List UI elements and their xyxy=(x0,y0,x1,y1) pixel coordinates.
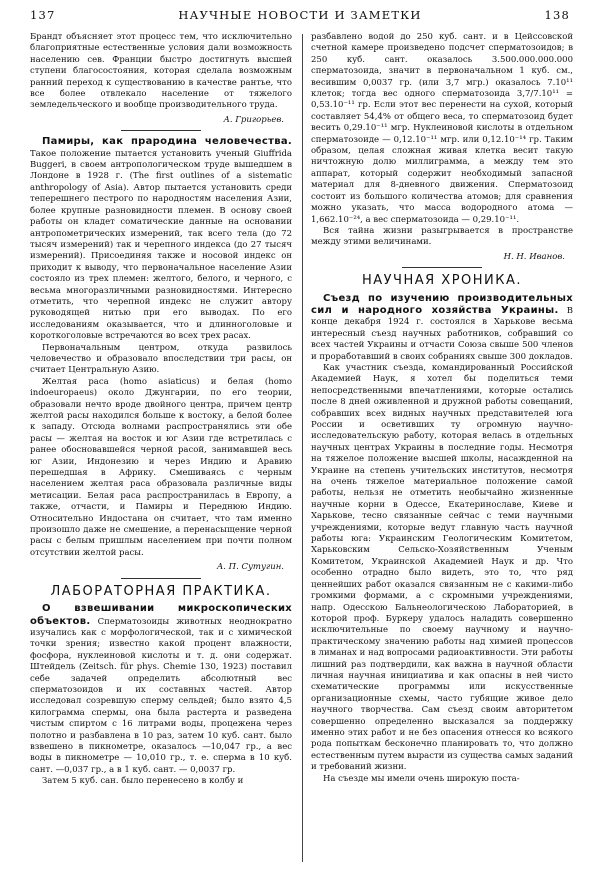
article-paragraph xyxy=(30,603,292,776)
article-text: Сперматозоиды животных неоднократно изучались как с морфологической, так и с химической точки зрения; известно какой процент влажности, фосфора, нуклеиновой кислоты и т. д. они содержат. Штейдель (Zeitsch. für phys. Chemie 130, 1923) поставил себе задачей определить абсолютный вес сперматозоидов и их составных частей. Автор исследовал созревшую сперму сельдей; было взято 4,5 килограмма спермы, она была растерта и разведена чистым спиртом с 16 литрами воды, процежена через полотно и разбавлена в 10 раз, затем 10 куб. сант. было взвешено в пикнометре, оказалось —10,047 гр., а вес воды в пикнометре — 10,010 гр., т. е. сперма в 10 куб. сант. —0,037 гр., а в 1 куб. сант. — 0,0037 гр. xyxy=(30,616,292,775)
paragraph: разбавлено водой до 250 куб. сант. и в Цейссовской счетной камере произведено подсчет сперматозоидов; в 250 куб. сант. оказалось 3.500.000.000.000 сперматозоида, значит в первоначальном 1 куб. см., весившим 0,0037 гр. (или 3,7 мгр.) оказалось 7.10¹¹ клеток; тогда вес одного сперматозоида 3,7/7.10¹¹ = 0,53.10⁻¹¹ гр. Если этот вес перенести на сухой, который составляет 54,4% от общего веса, то сперматозоид будет весить 0,29.10⁻¹¹ мгр. Нуклеиновой кислоты в отдельном сперматозоиде — 0,12.10⁻¹¹ мгр. или 0,12.10⁻¹⁴ гр. Таким образом, целая сложная живая клетка весит такую ничтожную долю миллиграмма, а между тем это аппарат, который содержит необходимый запасной материал для 8-дневного движения. Сперматозоид состоит из большого количества атомов; для сравнения можно указать, что масса водородного атома —1,662.10⁻²⁴, а вес сперматозоида — 0,29.10⁻¹¹. xyxy=(311,32,573,225)
article-text: В конце декабря 1924 г. состоялся в Харькове весьма интересный съезд научных работников, собравший со всех частей Украины и отчасти Союза свыше 500 членов и проработавший в своих собраниях свыше 300 докладов. xyxy=(311,305,573,362)
author-signature: А. Григорьев. xyxy=(223,114,284,125)
running-header xyxy=(30,8,570,28)
article-text: Такое положение пытается установить ученый Giuffrida Buggeri, в своем антропологическом труде вышедшем в Лондоне в 1928 г. (The first outlines of a sistematic anthropology of Asia). Автор пытается установить среди теперешнего пестрого по народностям населения Азии, более крупные разновидности племен. В основу своей работы он кладет соматические данные на основании антропометрических измерений, так всего тела (до 72 тысяч измерений) так и черепного индекса (до 27 тысяч измерений). Присоединяя также и носовой индекс он приходит к выводу, что первоначальное население Азии состояло из трех племен: желтого, белого, и черного, с весьма многоразличными разновидностями. Интересно отметить, что черепной индекс не служит автору руководящей нитью при его выводах. По его исследованиям оказывается, что и длинноголовые и короткоголовые встречаются во всех трех расах. xyxy=(30,148,292,342)
separator-rule xyxy=(121,578,201,579)
article-paragraph xyxy=(30,136,292,342)
separator-rule xyxy=(121,130,201,131)
paragraph: Вся тайна жизни разыгрывается в пространстве между этими величинами. xyxy=(311,225,573,248)
paragraph: Желтая раса (homo asiaticus) и белая (homo indoeuropaeus) около Джунгарии, по его теории, образовали нечто вроде двойного центра, причем центр желтой расы находился больше к востоку, а белой более к западу. Отсюда волнами распространялись эти обе расы — желтая на восток и юг Азии где встретилась с ранее обосновавшейся черной расой, занимавшей весь юг Азии, Индонезию и через Индию и Аравию перешедшая в Африку. Смешиваясь с черным населением желтая раса образовала различные виды метисации. Белая раса распространилась в Европу, а также, отчасти, и Памиры и Переднюю Индию. Относительно Индостана он считает, что там именно произошло даже не смешение, а перенасыщение черной расы с белым пришлым населением при почти полном отсутствии желтой расы. xyxy=(30,376,292,558)
article-heading: Съезд по изучению производительных сил и народного хозяйства Украины. xyxy=(311,292,573,316)
separator-rule xyxy=(402,267,482,268)
column-divider xyxy=(302,34,303,862)
running-title: НАУЧНЫЕ НОВОСТИ И ЗАМЕТКИ xyxy=(178,8,422,22)
page-number-left: 137 xyxy=(30,8,56,22)
paragraph: Как участник съезда, командированный Российской Академией Наук, я хотел бы поделиться теми непосредственными впечатлениями, которые остались после 8 дней оживленной и дружной работы совещаний, собравших всех видных научных представителей юга России и осветивших ту огромную научно-исследовательскую работу, которая велась в отдельных научных центрах Украины в последние годы. Несмотря на тяжелое положение высшей школы, насажденной на Украине на степень учительских институтов, несмотря на очень тяжелое материальное положение самой работы, нельзя не отметить необычайно жизненные научные корни в Одессе, Екатеринославе, Киеве и Харькове, тесно связанные сейчас с теми научными учреждениями, которые ведут главную часть научной работы юга: Украинским Геологическим Комитетом, Харьковским Сельско-Хозяйственным Ученым Комитетом, Украинской Академией Наук и др. Что особенно отрадно было видеть, это то, что ряд ценнейших работ оказался связанным не с какими-либо громкими формами, а с скромными учреждениями, напр. Одесскою Бальнеологическою Лабораторией, в которой проф. Буркеру удалось наладить совершенно исключительные по своему научному и научно-практическому значению работы над химией процессов в лиманах и над вопросами радиоактивности. Эти работы лишний раз подтвердили, как важна в научной области личная научная инициатива и как опасны в ней чисто схематические программы или искусственные организационные схемы, часто губящие живое дело научного творчества. Сам съезд своим авторитетом совершенно определенно высказался за поддержку именно этих работ и не без опасения отнесся ко всякого рода попыткам бесконечно планировать то, что должно естественным путем вырасти из существа самых заданий и требований жизни. xyxy=(311,362,573,773)
paragraph: Затем 5 куб. сан. было перенесено в колбу и xyxy=(42,776,244,787)
article-heading: Памиры, как прародина человечества. xyxy=(42,136,292,148)
article-heading: О взвешивании микроскопических объектов. xyxy=(30,603,292,627)
paragraph: На съезде мы имели очень широкую поста- xyxy=(323,773,520,784)
section-title: НАУЧНАЯ ХРОНИКА. xyxy=(361,273,523,289)
paragraph: Первоначальным центром, откуда развилось человечество и образовало впоследствии три расы, он считает Центральную Азию. xyxy=(30,342,292,376)
paragraph: Брандт объясняет этот процесс тем, что исключительно благоприятные естественные условия дали возможность населению сев. Франции быстро достигнуть высшей ступени благосостояния, которая сделала возможным ранний переход к существованию в качестве рантье, что все более отвлекало население от тяжелого земледельческого и вообще производительного труда. xyxy=(30,32,292,111)
right-column xyxy=(311,32,573,785)
article-paragraph xyxy=(311,293,573,363)
left-column xyxy=(30,32,292,788)
section-title: ЛАБОРАТОРНАЯ ПРАКТИКА. xyxy=(50,583,272,599)
page-number-right: 138 xyxy=(544,8,570,22)
author-signature: Н. Н. Иванов. xyxy=(503,251,565,262)
author-signature: А. П. Сутугин. xyxy=(216,562,284,573)
